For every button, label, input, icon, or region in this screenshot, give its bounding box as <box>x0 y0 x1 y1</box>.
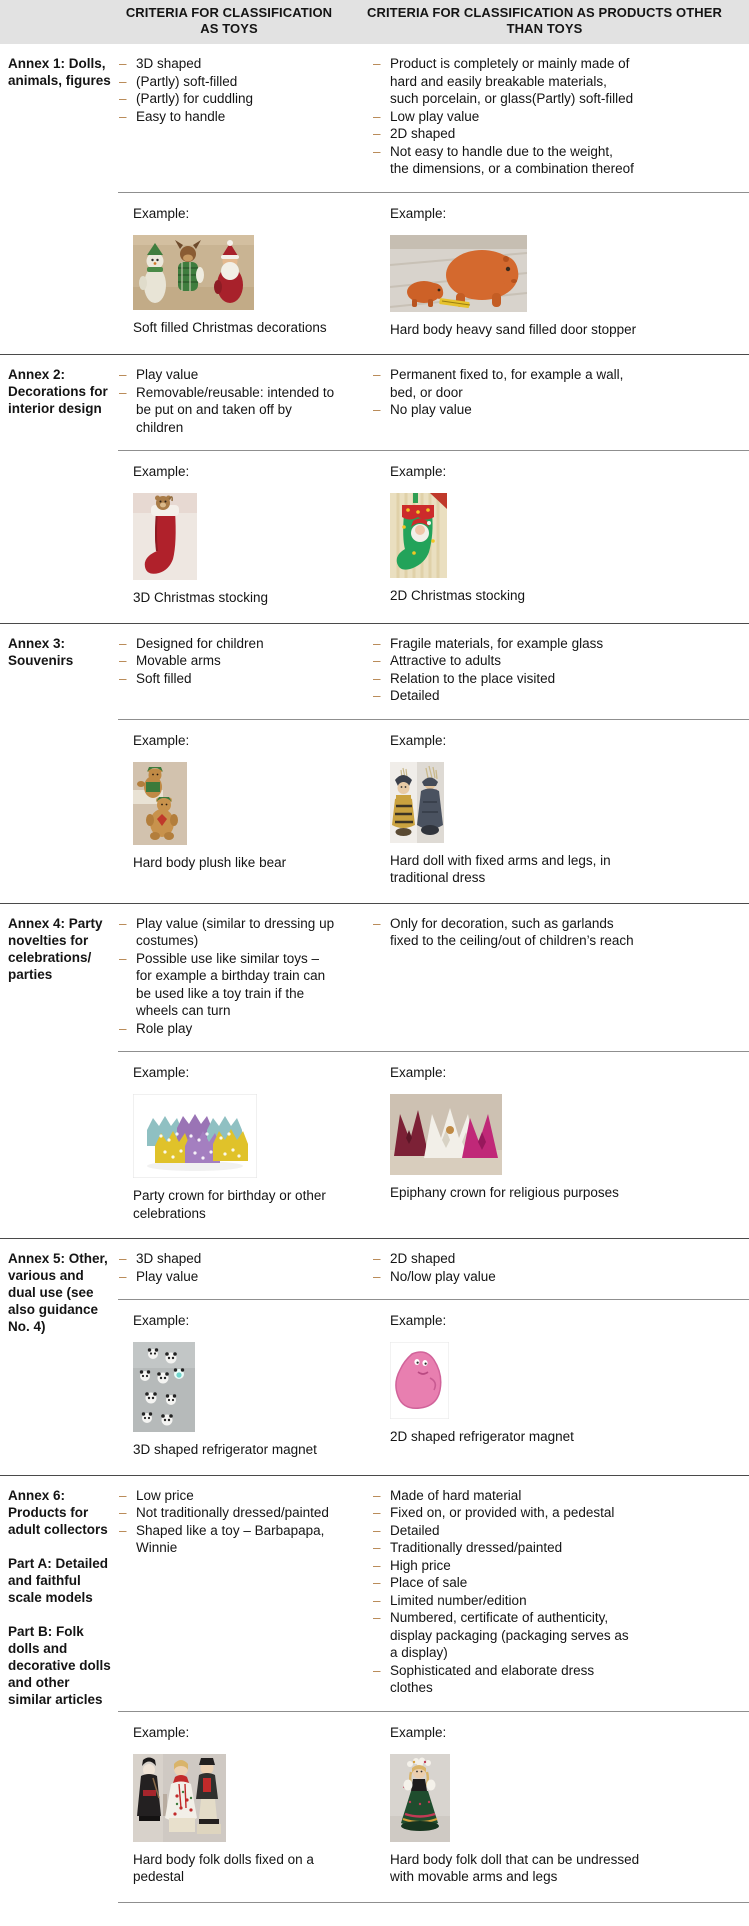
next-section-separator <box>118 1902 749 1903</box>
criteria-item: – Product is completely or mainly made of hard and easily breakable materials, such porcelain, or glass(Partly) soft-filled <box>373 55 635 108</box>
annex-1-other-criteria-list <box>360 55 643 178</box>
header-criteria-not-toys: CRITERIA FOR CLASSIFICATION AS PRODUCTS OTHER THAN TOYS <box>366 5 723 36</box>
annex-6-toys-criteria-list <box>118 1487 351 1697</box>
annex-1-toys-criteria-list <box>118 55 351 178</box>
example-caption: Hard body plush like bear <box>133 854 287 870</box>
example-label: Example: <box>133 1065 190 1080</box>
criteria-item: – 3D shaped <box>119 1250 337 1268</box>
photo-soft-filled-christmas-decorations <box>133 235 254 310</box>
annex-1-row <box>0 44 749 354</box>
example-label: Example: <box>390 1724 447 1740</box>
criteria-item: – Movable arms <box>119 652 337 670</box>
annex-2-criteria <box>118 355 749 450</box>
example-caption: 3D Christmas stocking <box>133 590 269 605</box>
example-label: Example: <box>133 205 190 221</box>
criteria-item: – Traditionally dressed/painted <box>373 1539 635 1557</box>
criteria-item: – Soft filled <box>119 670 337 688</box>
criteria-item: – (Partly) soft-filled <box>119 73 337 91</box>
criteria-item: – Not easy to handle due to the weight, the dimensions, or a combination thereof <box>373 143 635 178</box>
photo-3d-christmas-stocking <box>133 493 197 580</box>
annex-6-criteria <box>118 1476 749 1711</box>
annex-title: Annex 5: Other, various and dual use (see also guidance No. 4) <box>8 1251 108 1334</box>
annex-2-toys-criteria-list <box>118 366 351 436</box>
photo-plush-like-bears <box>133 762 187 845</box>
annex-1-criteria <box>118 44 749 192</box>
annex-4-toys-criteria-list <box>118 915 351 1038</box>
example-label: Example: <box>133 464 190 479</box>
example-label: Example: <box>390 1065 447 1080</box>
criteria-item: – Not traditionally dressed/painted <box>119 1504 337 1522</box>
annex-5-row <box>0 1238 749 1475</box>
example-caption: Hard body folk doll that can be undressed with movable arms and legs <box>390 1851 640 1884</box>
annex-1-examples <box>118 193 749 355</box>
annex-3-criteria <box>118 624 749 719</box>
example-caption: 2D shaped refrigerator magnet <box>390 1429 574 1444</box>
photo-folk-dolls-on-pedestal <box>133 1754 226 1842</box>
annex-2-row <box>0 354 749 623</box>
criteria-item: – Detailed <box>373 687 635 705</box>
criteria-item: – Only for decoration, such as garlands fixed to the ceiling/out of children’s reach <box>373 915 635 950</box>
example-caption: Hard doll with fixed arms and legs, in traditional dress <box>390 852 611 885</box>
criteria-item: – Relation to the place visited <box>373 670 635 688</box>
criteria-item: – Possible use like similar toys – for example a birthday train can be used like a toy train if the wheels can turn <box>119 950 337 1020</box>
criteria-item: – Made of hard material <box>373 1487 635 1505</box>
criteria-item: – Designed for children <box>119 635 337 653</box>
photo-2d-barbapapa-magnet <box>390 1342 449 1419</box>
annex-2-examples <box>118 451 749 623</box>
example-label: Example: <box>390 732 447 748</box>
annex-1-label <box>0 44 118 354</box>
annex-6-row <box>0 1475 749 1902</box>
example-label: Example: <box>133 1724 190 1740</box>
example-caption: Hard body heavy sand filled door stopper <box>390 321 637 337</box>
example-label: Example: <box>390 205 447 221</box>
annex-6-label <box>0 1476 118 1902</box>
annex-5-examples <box>118 1300 749 1475</box>
photo-party-crowns <box>133 1094 257 1178</box>
annex-4-other-criteria-list <box>360 915 643 1038</box>
annex-2-label <box>0 355 118 623</box>
example-label: Example: <box>390 464 447 479</box>
photo-3d-panda-magnets <box>133 1342 195 1432</box>
criteria-item: – Fixed on, or provided with, a pedestal <box>373 1504 635 1522</box>
criteria-item: – 2D shaped <box>373 125 635 143</box>
criteria-item: – Play value (similar to dressing up costumes) <box>119 915 337 950</box>
annex-5-other-criteria-list <box>360 1250 643 1285</box>
annex-title: Annex 2: Decorations for interior design <box>8 367 108 416</box>
photo-traditional-dress-dolls <box>390 762 444 843</box>
criteria-item: – Easy to handle <box>119 108 337 126</box>
annex-4-examples <box>118 1052 749 1238</box>
annex-title: Annex 6: Products for adult collectors <box>8 1487 108 1537</box>
annex-part-a: Part A: Detailed and faithful scale models <box>8 1555 109 1605</box>
annex-part-b: Part B: Folk dolls and decorative dolls and other similar articles <box>8 1623 111 1707</box>
criteria-item: – Sophisticated and elaborate dress clothes <box>373 1662 635 1697</box>
criteria-item: – Numbered, certificate of authenticity, display packaging (packaging serves as a display) <box>373 1609 635 1662</box>
example-caption: Epiphany crown for religious purposes <box>390 1185 619 1200</box>
annex-5-criteria <box>118 1239 749 1299</box>
annex-2-other-criteria-list <box>360 366 643 436</box>
criteria-item: – Low play value <box>373 108 635 126</box>
example-label: Example: <box>133 1313 190 1328</box>
criteria-item: – (Partly) for cuddling <box>119 90 337 108</box>
example-label: Example: <box>390 1313 447 1328</box>
criteria-item: – Low price <box>119 1487 337 1505</box>
criteria-item: – No play value <box>373 401 635 419</box>
photo-hippo-door-stopper <box>390 235 527 312</box>
example-label: Example: <box>133 732 190 748</box>
criteria-item: – 3D shaped <box>119 55 337 73</box>
annex-3-examples <box>118 720 749 903</box>
annex-4-label <box>0 904 118 1239</box>
criteria-item: – High price <box>373 1557 635 1575</box>
annex-5-toys-criteria-list <box>118 1250 351 1285</box>
criteria-item: – Place of sale <box>373 1574 635 1592</box>
annex-4-criteria <box>118 904 749 1052</box>
criteria-item: – Removable/reusable: intended to be put on and taken off by children <box>119 384 337 437</box>
annex-title: Annex 4: Party novelties for celebrations/ parties <box>8 915 103 982</box>
criteria-item: – No/low play value <box>373 1268 635 1286</box>
table-header-row <box>0 0 749 44</box>
annex-6-other-criteria-list <box>360 1487 643 1697</box>
photo-2d-christmas-stocking <box>390 493 447 578</box>
annex-3-label <box>0 624 118 903</box>
header-criteria-toys: CRITERIA FOR CLASSIFICATION AS TOYS <box>125 5 333 36</box>
criteria-item: – Role play <box>119 1020 337 1038</box>
example-caption: 3D shaped refrigerator magnet <box>133 1442 317 1457</box>
annex-3-row <box>0 623 749 903</box>
criteria-item: – 2D shaped <box>373 1250 635 1268</box>
criteria-item: – Fragile materials, for example glass <box>373 635 635 653</box>
annex-4-row <box>0 903 749 1239</box>
criteria-item: – Attractive to adults <box>373 652 635 670</box>
header-spacer <box>0 5 118 37</box>
annex-title: Annex 3: Souvenirs <box>8 635 74 668</box>
example-caption: Party crown for birthday or other celebrations <box>133 1188 326 1221</box>
annex-title: Annex 1: Dolls, animals, figures <box>8 56 111 88</box>
annex-5-label <box>0 1239 118 1475</box>
example-caption: 2D Christmas stocking <box>390 588 526 603</box>
criteria-item: – Shaped like a toy – Barbapapa, Winnie <box>119 1522 337 1557</box>
criteria-item: – Permanent fixed to, for example a wall, bed, or door <box>373 366 635 401</box>
annex-6-examples <box>118 1712 749 1902</box>
photo-folk-doll-movable-arms <box>390 1754 450 1842</box>
example-caption: Hard body folk dolls fixed on a pedestal <box>133 1851 314 1884</box>
annex-3-other-criteria-list <box>360 635 643 705</box>
criteria-item: – Limited number/edition <box>373 1592 635 1610</box>
criteria-item: – Detailed <box>373 1522 635 1540</box>
criteria-item: – Play value <box>119 366 337 384</box>
example-caption: Soft filled Christmas decorations <box>133 319 327 335</box>
photo-epiphany-crowns <box>390 1094 502 1175</box>
annex-3-toys-criteria-list <box>118 635 351 705</box>
criteria-item: – Play value <box>119 1268 337 1286</box>
